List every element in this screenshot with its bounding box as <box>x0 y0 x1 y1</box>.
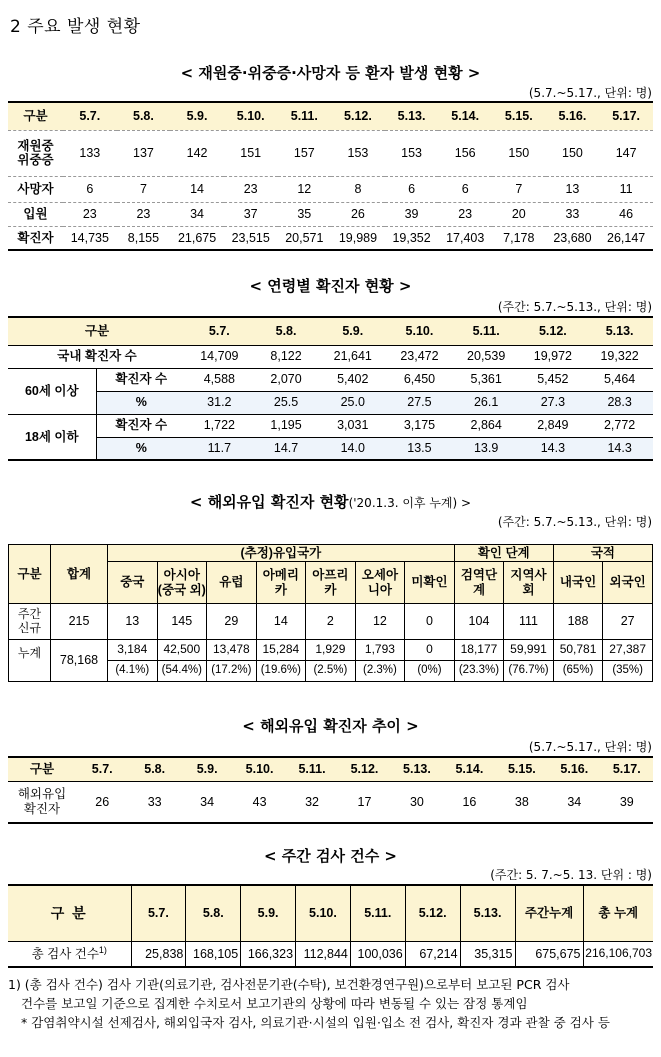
cell-value: 15,284 <box>256 640 306 661</box>
weekly-test-table <box>8 884 653 968</box>
header-sub-line2: (중국 외) <box>157 582 206 597</box>
row-label-line1: 입원 <box>23 206 48 221</box>
header-sub <box>405 562 455 604</box>
header-date: 5.8. <box>128 757 180 781</box>
cell-value: 32 <box>305 794 319 809</box>
cell-value: 0 <box>405 604 455 640</box>
cell-value: 14 <box>170 176 224 202</box>
cell-value: 7 <box>117 176 171 202</box>
table-row <box>8 130 653 176</box>
header-gubun: 구분 <box>8 757 76 781</box>
group-label: 18세 이하 <box>8 414 96 460</box>
cell-value: 8 <box>331 176 385 202</box>
header-sub <box>306 562 356 604</box>
cell-value: 1,722 <box>203 418 235 433</box>
cell-value: 26 <box>331 202 385 226</box>
cell-value: 3,031 <box>337 418 369 433</box>
cell-value: 38 <box>514 794 529 809</box>
sub-label-pct: % <box>96 437 186 460</box>
header-sub <box>256 562 306 604</box>
cell-pct: (4.1%) <box>108 661 158 682</box>
cell-value: 111 <box>504 604 554 640</box>
cell-value: 5,361 <box>470 372 502 387</box>
header-nation: 국적 <box>553 545 652 562</box>
cell-value: 100,036 <box>350 941 405 967</box>
header-country: (추정)유입국가 <box>108 545 455 562</box>
header-date: 5.12. <box>405 885 460 941</box>
header-gubun: 구 분 <box>8 885 131 941</box>
header-sub <box>454 562 504 604</box>
header-sub-line1: 검역단 <box>460 568 498 583</box>
footnote-line3: * 감염취약시설 선제검사, 해외입국자 검사, 의료기관·시설의 입원·입소 전 검사, 확진자 경과 관찰 중 검사 등 <box>21 1015 610 1030</box>
cell-value: 153 <box>385 130 439 176</box>
age-group-table <box>8 316 653 461</box>
cell-value: 13.5 <box>407 441 432 456</box>
cell-value: 675,675 <box>515 941 583 967</box>
cell-value: 27.3 <box>540 395 566 410</box>
cell-value: 150 <box>546 130 600 176</box>
cell-value: 7 <box>492 176 546 202</box>
header-date: 5.10. <box>386 317 453 345</box>
header-sub-line2: 니아 <box>367 582 392 597</box>
footnote-line2: 건수를 보고일 기준으로 집계한 수치로서 보고기관의 상황에 따라 변동될 수 있는 잠정 통계임 <box>21 996 528 1011</box>
cell-value: 23 <box>63 202 117 226</box>
table4-unit: (5.7.~5.17., 단위: 명) <box>528 740 652 754</box>
sub-label-pct: % <box>96 391 186 414</box>
cell-value: 0 <box>405 640 455 661</box>
row-label-line1: 확진자 <box>17 230 54 245</box>
cell-value: 14 <box>256 604 306 640</box>
cell-pct: (0%) <box>405 661 455 682</box>
header-date: 5.14. <box>443 757 495 781</box>
cell-value: 27,387 <box>603 640 653 661</box>
cell-value: 216,106,703 <box>585 945 652 960</box>
row-label-line2: 위중증 <box>17 153 54 167</box>
cell-value: 14,735 <box>70 230 109 245</box>
table5-unit: (주간: 5. 7.~5. 13. 단위 : 명) <box>490 868 652 882</box>
cell-value: 6 <box>63 176 117 202</box>
row-label-line2: 확진자 <box>23 801 61 816</box>
cell-value: 23 <box>224 176 278 202</box>
row-label <box>8 202 63 226</box>
group-label: 60세 이상 <box>8 368 96 414</box>
cell-value: 23,680 <box>553 230 592 245</box>
cell-value: 104 <box>454 604 504 640</box>
cell-value: 145 <box>157 604 207 640</box>
cell-value: 20,571 <box>285 230 324 245</box>
cell-value: 59,991 <box>504 640 554 661</box>
header-date: 5.17. <box>601 757 653 781</box>
cell-value: 14.7 <box>273 441 299 456</box>
cell-value: 50,781 <box>553 640 603 661</box>
cell-value: 23,472 <box>400 349 439 364</box>
header-sub-line2: 계 <box>472 582 486 597</box>
header-total: 합계 <box>51 545 108 604</box>
table1-title: < 재원중·위중증·사망자 등 환자 발생 현황 > <box>180 64 481 82</box>
cell-value: 150 <box>492 130 546 176</box>
cell-value: 2 <box>306 604 356 640</box>
section-heading: 2 주요 발생 현황 <box>10 17 141 37</box>
cell-value: 3,175 <box>403 418 436 433</box>
header-date: 5.7. <box>186 317 253 345</box>
cell-value: 168,105 <box>186 941 241 967</box>
cell-value: 5,464 <box>603 372 636 387</box>
cell-value: 157 <box>278 130 332 176</box>
row-cumulative <box>9 640 653 661</box>
row-label <box>8 226 63 250</box>
header-date: 5.14. <box>438 102 492 130</box>
header-date: 5.9. <box>241 885 296 941</box>
cell-value: 133 <box>63 130 117 176</box>
cell-value: 34 <box>170 202 224 226</box>
row-over60-count <box>8 368 653 391</box>
header-date: 5.13. <box>460 885 515 941</box>
patient-status-table <box>8 101 653 251</box>
row-label <box>8 176 63 202</box>
header-sub <box>553 562 603 604</box>
cell-value: 23,515 <box>231 230 270 245</box>
cell-value: 8,122 <box>270 349 302 364</box>
table2-unit: (주간: 5.7.~5.13., 단위: 명) <box>497 300 652 314</box>
cell-value: 39 <box>619 794 634 809</box>
table-row <box>8 176 653 202</box>
footnote <box>8 975 656 1032</box>
row-label <box>9 604 51 640</box>
header-sub <box>207 562 257 604</box>
header-date: 5.11. <box>278 102 332 130</box>
cell-value: 33 <box>147 794 162 809</box>
cell-pct: (23.3%) <box>454 661 504 682</box>
table3-title-wrap <box>0 491 661 512</box>
header-sub-line1: 유럽 <box>219 575 244 590</box>
row-label-line1: 주간 <box>17 606 42 621</box>
cell-value: 14.0 <box>340 441 365 456</box>
cell-value: 5,402 <box>337 372 369 387</box>
cell-value: 46 <box>599 202 653 226</box>
table-row <box>8 781 653 823</box>
cell-value: 34 <box>200 794 215 809</box>
row-label <box>8 130 63 176</box>
cell-value: 67,214 <box>405 941 460 967</box>
row-label <box>8 941 131 967</box>
cell-value: 25.5 <box>273 395 299 410</box>
cell-value: 39 <box>385 202 439 226</box>
cell-value: 11.7 <box>207 441 232 456</box>
header-sub <box>355 562 405 604</box>
cell-pct: (76.7%) <box>504 661 554 682</box>
cell-value: 26,147 <box>607 230 646 245</box>
cell-pct: (17.2%) <box>207 661 257 682</box>
sub-label-count: 확진자 수 <box>96 368 186 391</box>
cell-value: 2,070 <box>270 372 302 387</box>
header-date: 5.11. <box>286 757 338 781</box>
cell-value: 13.9 <box>473 441 499 456</box>
header-sub-line1: 아메리 <box>262 568 299 583</box>
cell-total: 215 <box>51 604 108 640</box>
row-label-line1: 해외유입 <box>17 787 67 802</box>
cell-value: 7,178 <box>503 230 535 245</box>
cell-value: 156 <box>438 130 492 176</box>
header-date: 5.17. <box>599 102 653 130</box>
cell-value: 19,352 <box>392 230 431 245</box>
row-label-line1: 재원중 <box>17 138 54 153</box>
row-label-text: 총 검사 건수 <box>31 947 99 962</box>
header-date: 5.8. <box>253 317 320 345</box>
table4-title: < 해외유입 확진자 추이 > <box>242 717 419 735</box>
header-date: 5.16. <box>548 757 600 781</box>
header-date: 5.7. <box>63 102 117 130</box>
cell-value: 19,989 <box>338 230 378 245</box>
cell-value: 19,972 <box>533 349 572 364</box>
cell-value: 11 <box>599 176 653 202</box>
header-date: 5.12. <box>338 757 390 781</box>
header-sub <box>504 562 554 604</box>
header-row-1 <box>9 545 653 562</box>
cell-value: 20,539 <box>467 349 506 364</box>
row-label: 국내 확진자 수 <box>8 345 186 368</box>
cell-value: 21,641 <box>333 349 372 364</box>
cell-value: 14,709 <box>200 349 239 364</box>
row-under18-pct <box>8 437 653 460</box>
cell-value: 27 <box>603 604 653 640</box>
cell-value: 43 <box>252 794 267 809</box>
row-label-line1: 사망자 <box>17 181 54 196</box>
table3-title-suffix: ('20.1.3. 이후 누계) > <box>348 496 472 510</box>
cell-value: 17 <box>357 794 372 809</box>
row-under18-count <box>8 414 653 437</box>
header-sub-line2: 카 <box>324 582 337 597</box>
cell-value: 6,450 <box>403 372 436 387</box>
cell-value: 12 <box>355 604 405 640</box>
cell-value: 166,323 <box>241 941 296 967</box>
cell-value: 14.3 <box>540 441 566 456</box>
cell-value: 14.3 <box>607 441 632 456</box>
cell-value: 147 <box>599 130 653 176</box>
cell-value: 2,864 <box>470 418 502 433</box>
header-sub-line1: 내국인 <box>559 575 597 590</box>
table1-unit: (5.7.~5.17., 단위: 명) <box>528 86 652 100</box>
cell-value: 12 <box>278 176 332 202</box>
header-date: 5.10. <box>233 757 285 781</box>
header-sub-line2: 회 <box>522 582 535 597</box>
header-date: 5.12. <box>331 102 385 130</box>
cell-value: 37 <box>224 202 278 226</box>
cell-value: 151 <box>224 130 278 176</box>
header-date: 5.13. <box>391 757 443 781</box>
row-domestic <box>8 345 653 368</box>
header-date: 5.7. <box>131 885 186 941</box>
cell-pct: (35%) <box>603 661 653 682</box>
header-sub <box>603 562 653 604</box>
cell-value: 1,929 <box>306 640 356 661</box>
header-gubun: 구분 <box>9 545 51 604</box>
cell-total: 78,168 <box>51 640 108 682</box>
header-sub-line1: 아프리 <box>312 568 349 583</box>
header-date: 5.13. <box>385 102 439 130</box>
table-row <box>8 226 653 250</box>
sub-label-count: 확진자 수 <box>96 414 186 437</box>
row-weekly <box>9 604 653 640</box>
cell-value: 17,403 <box>446 230 485 245</box>
cell-value: 1,793 <box>355 640 405 661</box>
table3-unit: (주간: 5.7.~5.13., 단위: 명) <box>497 515 652 529</box>
header-date: 5.13. <box>586 317 653 345</box>
header-date: 5.10. <box>296 885 351 941</box>
cell-value: 2,772 <box>603 418 636 433</box>
header-gubun: 구분 <box>8 317 186 345</box>
cell-value: 21,675 <box>177 230 217 245</box>
cell-value: 31.2 <box>207 395 232 410</box>
cell-value: 13,478 <box>207 640 257 661</box>
cell-value: 13 <box>108 604 158 640</box>
header-date: 5.11. <box>350 885 405 941</box>
table5-title: < 주간 검사 건수 > <box>264 847 397 865</box>
overseas-import-table <box>8 544 653 682</box>
header-date: 5.15. <box>492 102 546 130</box>
cell-value: 20 <box>492 202 546 226</box>
header-gubun: 구분 <box>8 102 63 130</box>
row-label: 누계 <box>9 640 51 682</box>
cell-value: 27.5 <box>407 395 432 410</box>
cell-value: 33 <box>546 202 600 226</box>
header-sub <box>157 562 207 604</box>
cell-value: 142 <box>170 130 224 176</box>
table2-title: < 연령별 확진자 현황 > <box>249 277 412 295</box>
cell-value: 28.3 <box>607 395 632 410</box>
row-label-sup: 1) <box>98 945 107 956</box>
header-sub-line1: 외국인 <box>609 575 646 590</box>
cell-value: 3,184 <box>108 640 158 661</box>
header-date: 5.9. <box>170 102 224 130</box>
cell-value: 112,844 <box>296 941 351 967</box>
cell-value: 137 <box>117 130 171 176</box>
header-confirm: 확인 단계 <box>454 545 553 562</box>
header-date: 총 누계 <box>583 885 653 941</box>
row-label-line2: 신규 <box>17 620 42 635</box>
cell-value: 29 <box>207 604 257 640</box>
header-sub <box>108 562 158 604</box>
row-over60-pct <box>8 391 653 414</box>
cell-value: 35,315 <box>460 941 515 967</box>
cell-value: 13 <box>546 176 600 202</box>
cell-value: 5,452 <box>537 372 569 387</box>
header-date: 주간누계 <box>515 885 583 941</box>
cell-value: 153 <box>331 130 385 176</box>
header-sub-line1: 중국 <box>120 575 145 590</box>
cell-value: 26.1 <box>473 395 499 410</box>
cell-value: 23 <box>117 202 171 226</box>
header-date: 5.9. <box>319 317 386 345</box>
row-label <box>8 781 76 823</box>
header-date: 5.9. <box>181 757 233 781</box>
header-sub-line1: 미확인 <box>411 575 448 590</box>
cell-value: 188 <box>553 604 603 640</box>
cell-value: 8,155 <box>127 230 160 245</box>
header-date: 5.8. <box>186 885 241 941</box>
header-sub-line1: 아시아 <box>163 568 200 583</box>
header-date: 5.11. <box>453 317 520 345</box>
header-date: 5.15. <box>496 757 548 781</box>
cell-value: 30 <box>409 794 424 809</box>
cell-value: 2,849 <box>537 418 569 433</box>
cell-pct: (65%) <box>553 661 603 682</box>
cell-value: 34 <box>567 794 582 809</box>
cell-value: 16 <box>462 794 477 809</box>
table-row <box>8 941 653 967</box>
cell-pct: (19.6%) <box>256 661 306 682</box>
header-date: 5.16. <box>546 102 600 130</box>
header-date: 5.7. <box>76 757 128 781</box>
header-date: 5.12. <box>520 317 587 345</box>
cell-value: 6 <box>438 176 492 202</box>
cell-value: 4,588 <box>203 372 235 387</box>
table3-title: < 해외유입 확진자 현황 <box>189 493 349 511</box>
header-sub-line1: 지역사 <box>510 568 547 583</box>
footnote-line1: 1) (총 검사 건수) 검사 기관(의료기관, 검사전문기관(수탁), 보건환경연구원)으로부터 보고된 PCR 검사 <box>8 977 570 992</box>
cell-value: 25.0 <box>340 395 365 410</box>
cell-value: 26 <box>95 794 110 809</box>
cell-value: 6 <box>385 176 439 202</box>
cell-pct: (2.3%) <box>355 661 405 682</box>
cell-value: 42,500 <box>157 640 207 661</box>
cell-pct: (54.4%) <box>157 661 207 682</box>
overseas-trend-table <box>8 756 653 824</box>
cell-value: 1,195 <box>270 418 302 433</box>
header-sub-line1: 오세아 <box>361 568 399 583</box>
cell-value: 18,177 <box>454 640 504 661</box>
table-row <box>8 202 653 226</box>
cell-value: 25,838 <box>131 941 186 967</box>
cell-pct: (2.5%) <box>306 661 356 682</box>
cell-value: 23 <box>438 202 492 226</box>
cell-value: 19,322 <box>600 349 639 364</box>
header-date: 5.10. <box>224 102 278 130</box>
cell-value: 35 <box>278 202 332 226</box>
header-sub-line2: 카 <box>274 582 287 597</box>
header-date: 5.8. <box>117 102 171 130</box>
